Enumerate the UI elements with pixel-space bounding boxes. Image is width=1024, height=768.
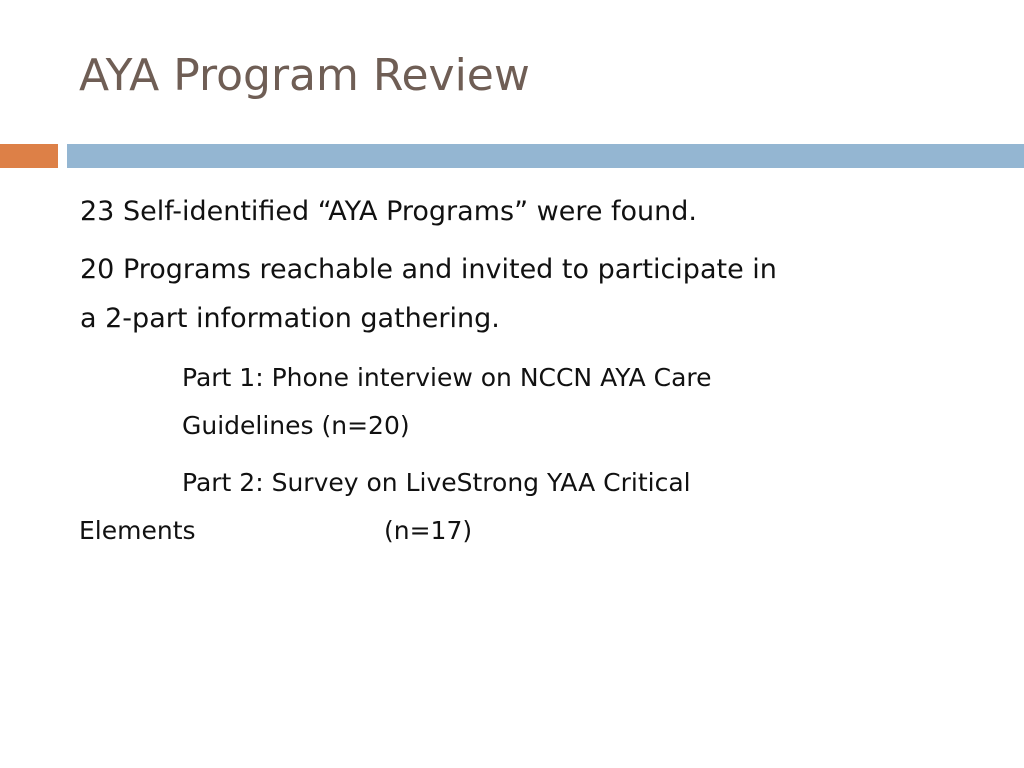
slide-title: AYA Program Review <box>79 50 530 101</box>
body-line-part2-count: (n=17) <box>384 516 473 545</box>
body-line-part1: Part 1: Phone interview on NCCN AYA Care <box>182 363 712 392</box>
body-line-programs-invited: 20 Programs reachable and invited to participate in <box>80 254 777 285</box>
body-line-programs-found: 23 Self-identified “AYA Programs” were found. <box>80 196 698 227</box>
body-line-part2: Part 2: Survey on LiveStrong YAA Critical <box>182 468 691 497</box>
body-line-part2-cont: Elements <box>79 516 196 545</box>
body-line-programs-invited-cont: a 2-part information gathering. <box>80 303 500 334</box>
body-line-part1-cont: Guidelines (n=20) <box>182 411 410 440</box>
